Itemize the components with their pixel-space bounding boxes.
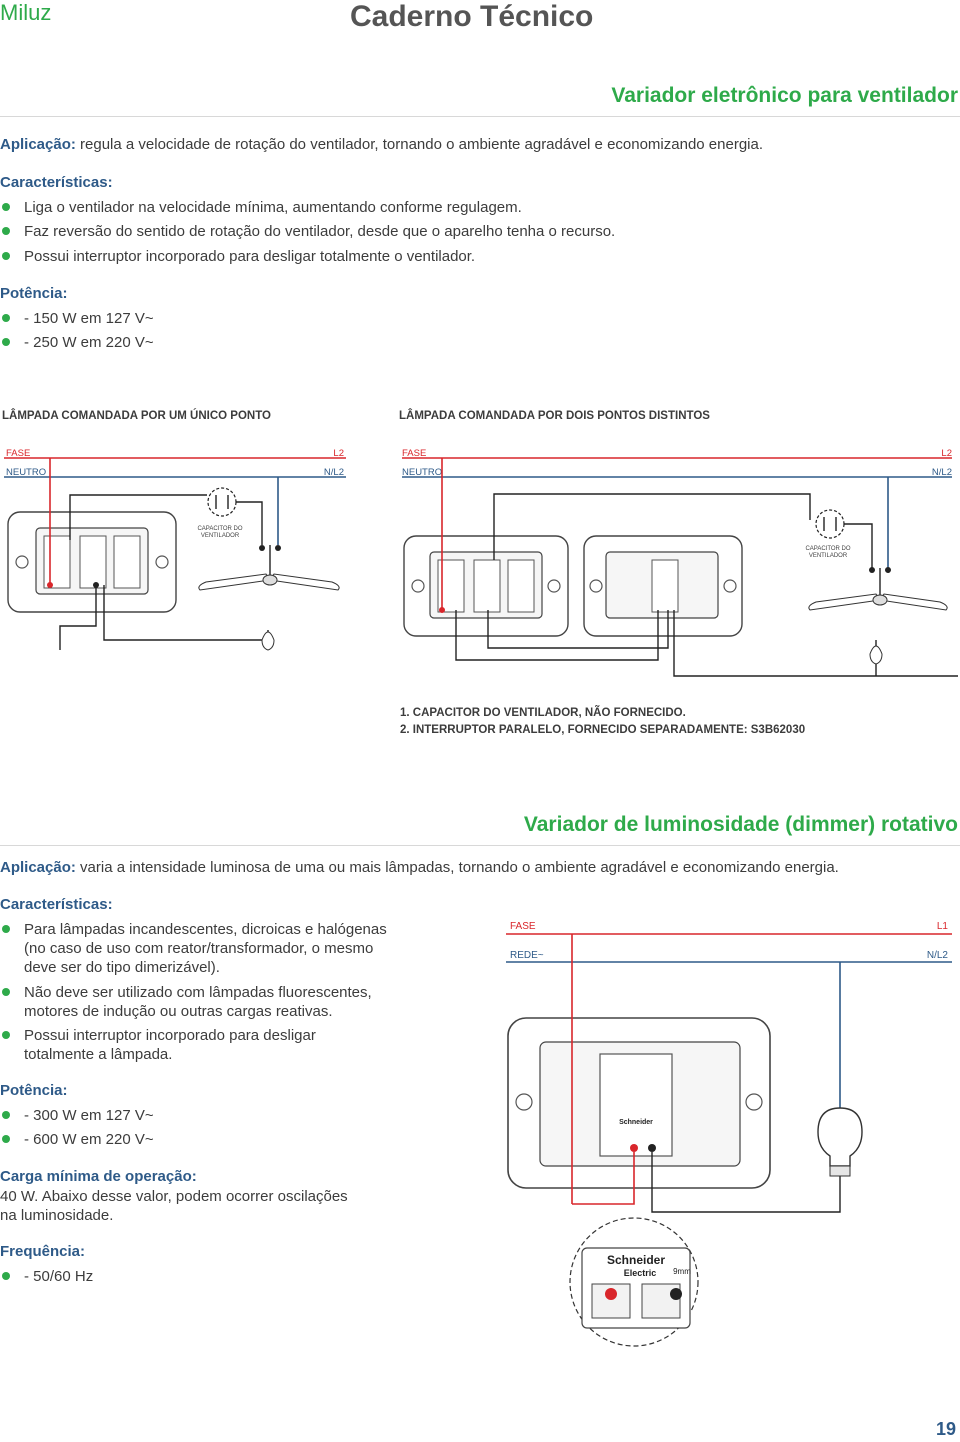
bullet-icon bbox=[2, 1272, 10, 1280]
feature-item: Não deve ser utilizado com lâmpadas fluorescentes, motores de indução ou outras cargas reativas. bbox=[0, 983, 372, 1021]
switch-module bbox=[474, 560, 500, 612]
bullet-icon bbox=[2, 1111, 10, 1119]
lamp-icon bbox=[870, 646, 882, 664]
power-item: - 600 W em 220 V~ bbox=[0, 1130, 154, 1149]
bullet-icon bbox=[2, 314, 10, 322]
dimmer-wiring-diagram bbox=[500, 912, 960, 1362]
terminal-phase bbox=[630, 1144, 638, 1152]
section1-title: Variador eletrônico para ventilador bbox=[611, 84, 958, 107]
l2-label: L2 bbox=[941, 448, 952, 459]
bullet-icon bbox=[2, 227, 10, 235]
power-item: - 300 W em 127 V~ bbox=[0, 1106, 154, 1125]
application-text: regula a velocidade de rotação do ventilador, tornando o ambiente agradável e economizando energia. bbox=[75, 136, 764, 153]
switch-module bbox=[508, 560, 534, 612]
neutro-label: NEUTRO bbox=[402, 467, 443, 478]
nl2-label: N/L2 bbox=[926, 950, 948, 961]
power-label: Potência: bbox=[0, 285, 68, 302]
fase-label: FASE bbox=[6, 448, 31, 459]
min-load-label: Carga mínima de operação: bbox=[0, 1168, 197, 1185]
note-1: 1. CAPACITOR DO VENTILADOR, NÃO FORNECIDO. bbox=[400, 707, 686, 719]
fan-blade bbox=[880, 594, 947, 610]
bullet-icon bbox=[2, 925, 10, 933]
application-label: Aplicação: bbox=[0, 136, 76, 153]
bullet-icon bbox=[2, 988, 10, 996]
section2-application bbox=[0, 859, 958, 876]
l1-label: L1 bbox=[936, 921, 948, 932]
feature-item: Liga o ventilador na velocidade mínima, aumentando conforme regulagem. bbox=[0, 198, 522, 217]
features-label: Características: bbox=[0, 896, 113, 913]
application-text: varia a intensidade luminosa de uma ou mais lâmpadas, tornando o ambiente agradável e economizando energia. bbox=[75, 859, 839, 876]
capacitor-icon bbox=[208, 488, 236, 516]
capacitor-icon bbox=[816, 510, 844, 538]
brand-mark: Schneider bbox=[606, 1253, 666, 1267]
bullet-icon bbox=[2, 1135, 10, 1143]
min-load-text: 40 W. Abaixo desse valor, podem ocorrer oscilações na luminosidade. bbox=[0, 1188, 348, 1224]
brand-mark: Schneider bbox=[619, 1119, 653, 1126]
wiring-diagram-two-points bbox=[398, 440, 958, 690]
section2-title: Variador de luminosidade (dimmer) rotativo bbox=[523, 813, 958, 836]
page-title: Caderno Técnico bbox=[350, 0, 594, 33]
l2-label: L2 bbox=[333, 448, 344, 459]
nl2-label: N/L2 bbox=[931, 467, 952, 478]
section2-rule bbox=[0, 845, 960, 846]
terminal-load bbox=[670, 1288, 682, 1300]
dimmer-module bbox=[600, 1054, 672, 1156]
bullet-icon bbox=[2, 252, 10, 260]
rede-label: REDE~ bbox=[510, 950, 544, 961]
feature-item: Faz reversão do sentido de rotação do ventilador, desde que o aparelho tenha o recurso. bbox=[0, 222, 615, 241]
fan-hub bbox=[263, 575, 277, 585]
power-label: Potência: bbox=[0, 1082, 68, 1099]
fan-blade bbox=[809, 594, 880, 610]
fan-blade bbox=[199, 574, 270, 590]
wiring-diagram-single-point bbox=[0, 440, 390, 660]
power-item: - 250 W em 220 V~ bbox=[0, 333, 154, 352]
brand-name: Miluz bbox=[0, 0, 52, 25]
application-label: Aplicação: bbox=[0, 859, 76, 876]
fan-hub bbox=[873, 595, 887, 605]
power-item: - 150 W em 127 V~ bbox=[0, 309, 154, 328]
section1-rule bbox=[0, 116, 960, 117]
bullet-icon bbox=[2, 1031, 10, 1039]
switch-module bbox=[80, 536, 106, 588]
nl2-label: N/L2 bbox=[323, 467, 344, 478]
feature-item: Para lâmpadas incandescentes, dicroicas e halógenas (no caso de uso com reator/transformador, o mesmo deve ser do tipo dimerizável). bbox=[0, 920, 387, 977]
brand-mark: Electric bbox=[623, 1268, 657, 1278]
fase-label: FASE bbox=[402, 448, 427, 459]
bullet-icon bbox=[2, 338, 10, 346]
fase-label: FASE bbox=[510, 921, 536, 932]
bullet-icon bbox=[2, 203, 10, 211]
frequency-item: - 50/60 Hz bbox=[0, 1267, 93, 1286]
diagram2-caption: LÂMPADA COMANDADA POR DOIS PONTOS DISTINTOS bbox=[399, 410, 710, 422]
dimension-label: 9mm bbox=[673, 1267, 691, 1276]
capacitor-label: VENTILADOR bbox=[808, 553, 848, 559]
terminal-load bbox=[648, 1144, 656, 1152]
capacitor-label: CAPACITOR DO bbox=[805, 546, 851, 552]
lamp-icon bbox=[262, 632, 274, 650]
diagram1-caption: LÂMPADA COMANDADA POR UM ÚNICO PONTO bbox=[2, 410, 271, 422]
note-2: 2. INTERRUPTOR PARALELO, FORNECIDO SEPARADAMENTE: S3B62030 bbox=[400, 724, 806, 736]
terminal-phase bbox=[605, 1288, 617, 1300]
parallel-switch-module bbox=[652, 560, 678, 612]
features-label: Características: bbox=[0, 174, 113, 191]
frequency-label: Frequência: bbox=[0, 1243, 86, 1260]
feature-item: Possui interruptor incorporado para desligar totalmente o ventilador. bbox=[0, 247, 475, 266]
switch-module bbox=[114, 536, 140, 588]
capacitor-label: VENTILADOR bbox=[200, 533, 240, 539]
feature-item: Possui interruptor incorporado para desligar totalmente a lâmpada. bbox=[0, 1026, 316, 1064]
section1-application bbox=[0, 136, 958, 153]
page-number: 19 bbox=[935, 1419, 956, 1439]
fan-blade bbox=[270, 574, 339, 590]
lamp-icon bbox=[818, 1108, 862, 1166]
dimmer-module bbox=[44, 536, 70, 588]
capacitor-label: CAPACITOR DO bbox=[197, 526, 243, 532]
neutro-label: NEUTRO bbox=[6, 467, 47, 478]
